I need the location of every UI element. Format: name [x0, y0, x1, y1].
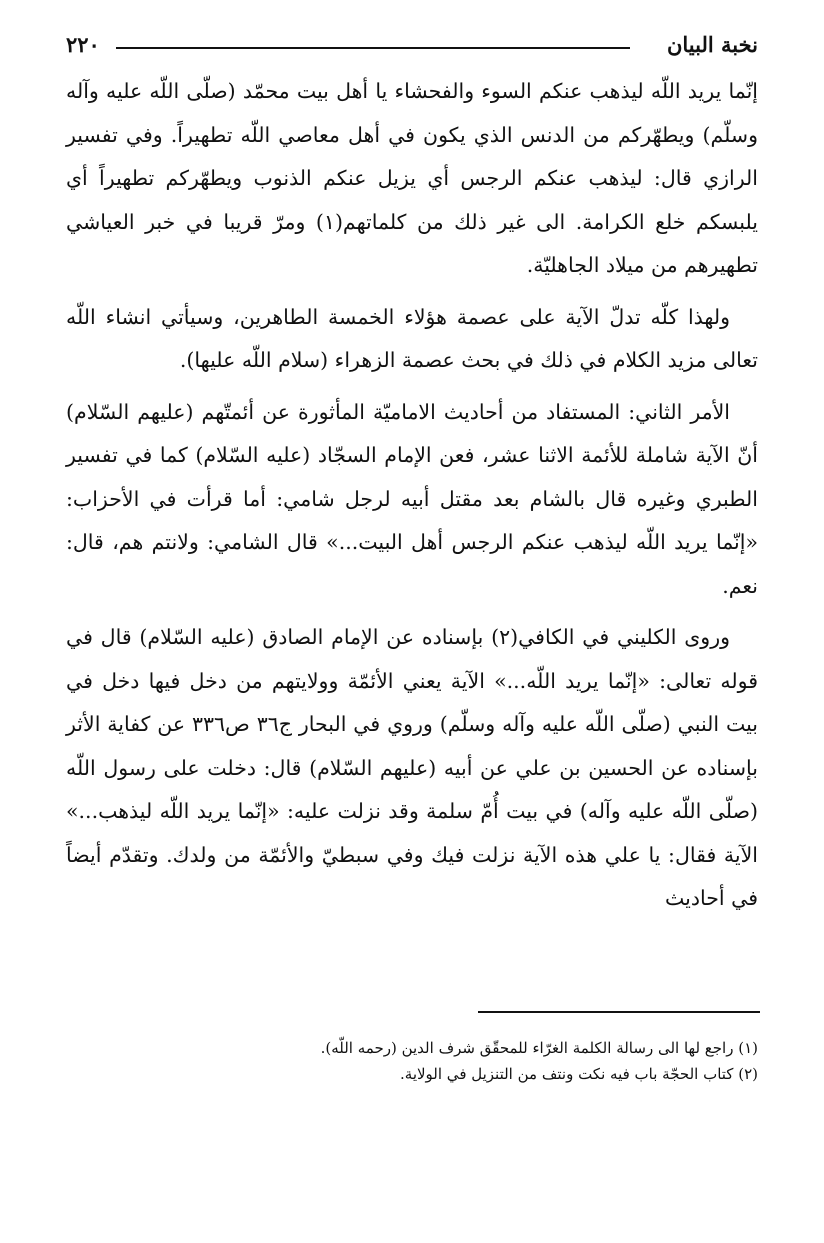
paragraph-1: إنّما يريد اللّه ليذهب عنكم السوء والفحشاء يا أهل بيت محمّد (صلّى اللّه عليه وآله وسلّم) ويطهّركم من الدنس الذي يكون في أهل معاصي اللّه تطهيراً. وفي تفسير الرازي قال: ليذهب عنكم الرجس أي يزيل عنكم الذنوب ويطهّركم تطهيراً أي يلبسكم خلع الكرامة. الى غير ذلك من كلماتهم(١) ومرّ قريبا في خبر العياشي تطهيرهم من ميلاد الجاهليّة. [66, 79, 758, 277]
footnote-1: (١) راجع لها الى رسالة الكلمة الغرّاء للمحقّق شرف الدين (رحمه اللّه). [320, 1039, 758, 1057]
main-text [66, 70, 758, 929]
header-rule [116, 47, 630, 49]
paragraph-4: وروى الكليني في الكافي(٢) بإسناده عن الإمام الصادق (عليه السّلام) قال في قوله تعالى: «إنّما يريد اللّه...» الآية يعني الأئمّة وولايتهم من دخل فيها دخل في بيت النبي (صلّى اللّه عليه وآله وسلّم) وروي في البحار ج٣٦ ص٣٣٦ عن كفاية الأثر بإسناده عن الحسين بن علي عن أبيه (عليهم السّلام) قال: دخلت على رسول اللّه (صلّى اللّه عليه وآله) في بيت أُمّ سلمة وقد نزلت عليه: «إنّما يريد اللّه ليذهب...» الآية فقال: يا علي هذه الآية نزلت فيك وفي سبطيّ والأئمّة من ولدك. وتقدّم أيضاً في أحاديث [66, 625, 758, 910]
paragraph-3: الأمر الثاني: المستفاد من أحاديث الاماميّة المأثورة عن أئمتّهم (عليهم السّلام) أنّ الآية شاملة للأئمة الاثنا عشر، فعن الإمام السجّاد (عليه السّلام) كما في تفسير الطبري وغيره قال بالشام بعد مقتل أبيه لرجل شامي: أما قرأت في الأحزاب: «إنّما يريد اللّه ليذهب عنكم الرجس أهل البيت...» قال الشامي: ولانتم هم، قال: نعم. [66, 399, 758, 598]
footnote-2: (٢) كتاب الحجّة باب فيه نكت ونتف من التنزيل في الولاية. [400, 1065, 758, 1083]
footnotes [66, 1035, 758, 1087]
running-header [66, 30, 758, 64]
page-number: ٢٢٠ [66, 32, 100, 57]
book-title: نخبة البيان [666, 32, 758, 57]
footnote-rule [478, 1011, 760, 1013]
paragraph-2: ولهذا كلّه تدلّ الآية على عصمة هؤلاء الخمسة الطاهرين، وسيأتي انشاء اللّه تعالى مزيد الكلام في ذلك في بحث عصمة الزهراء (سلام اللّه عليها). [66, 304, 758, 372]
